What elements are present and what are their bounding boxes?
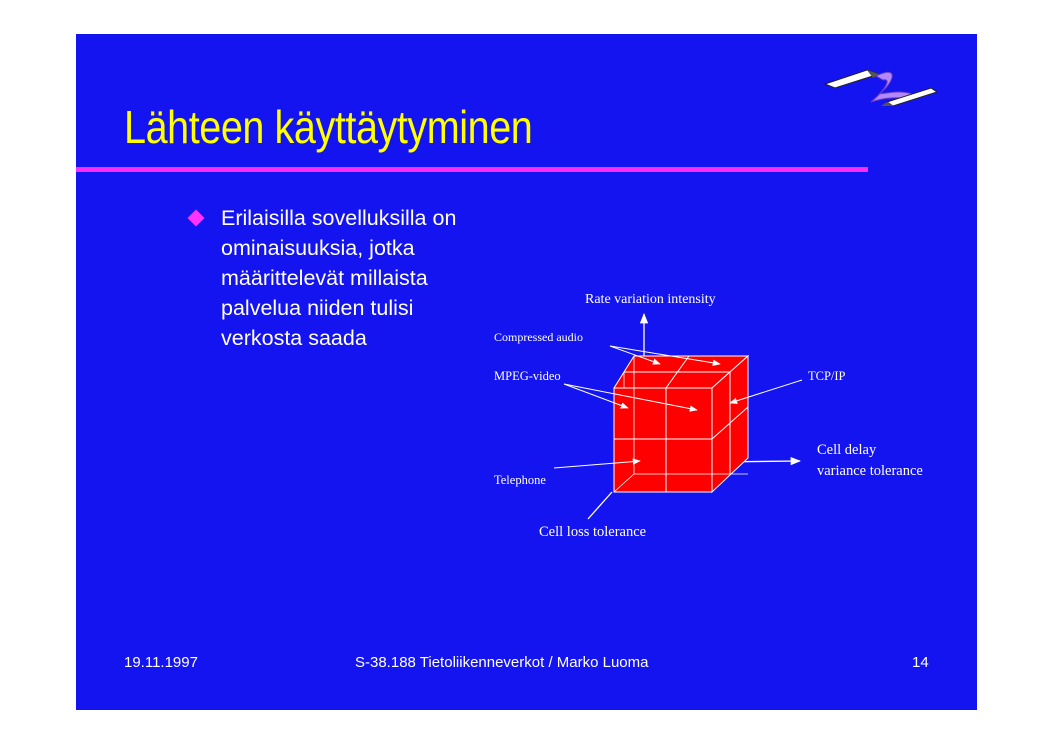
bullet-line: Erilaisilla sovelluksilla on [221,206,457,230]
bullet-line: verkosta saada [221,326,367,350]
bullet-line: ominaisuuksia, jotka [221,236,415,260]
label-compressed-audio: Compressed audio [494,330,583,344]
axis-loss-line [588,492,612,519]
label-tcpip: TCP/IP [808,369,846,383]
label-mpeg-video: MPEG-video [494,369,561,383]
axis-loss-label: Cell loss tolerance [539,524,647,540]
slide [76,34,977,710]
footer-course: S-38.188 Tietoliikenneverkot / Marko Luoma [355,654,649,671]
source-behavior-diagram [76,34,977,710]
axis-delay-label-line2: variance tolerance [817,463,923,479]
bullet-line: määrittelevät millaista [221,266,428,290]
footer-page-number: 14 [912,654,929,671]
axis-delay-label-line1: Cell delay [817,442,877,458]
axis-rate-label: Rate variation intensity [585,292,716,307]
bullet-line: palvelua niiden tulisi [221,296,414,320]
label-telephone: Telephone [494,473,546,487]
footer-date: 19.11.1997 [124,654,198,671]
slide-title: Lähteen käyttäytyminen [124,101,533,153]
